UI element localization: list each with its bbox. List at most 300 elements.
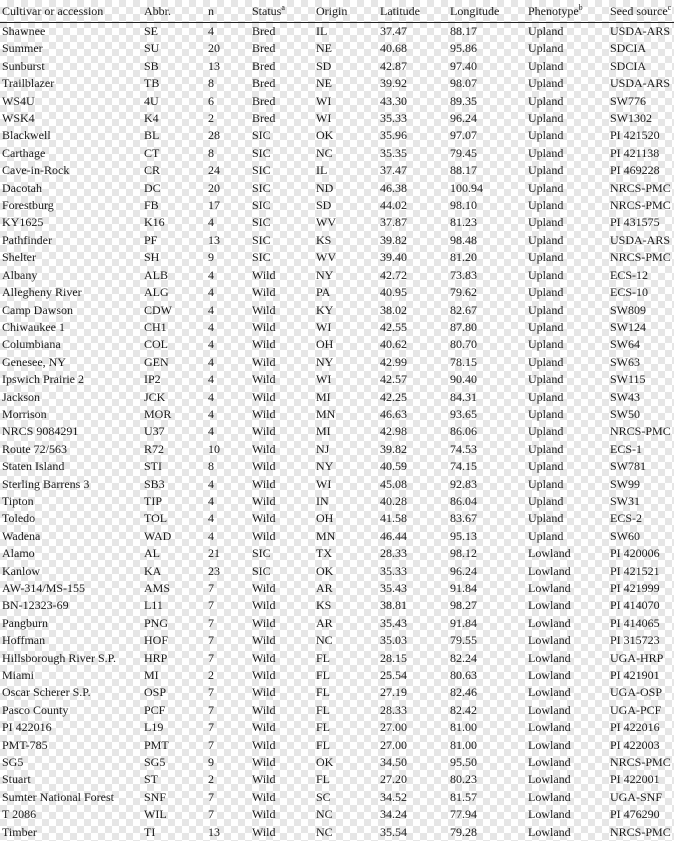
cell-longitude: 98.48 bbox=[448, 232, 526, 249]
cell-latitude: 35.03 bbox=[378, 632, 448, 649]
cell-status: Wild bbox=[250, 684, 314, 701]
cell-origin: NC bbox=[314, 145, 378, 162]
cell-seed-source: SW31 bbox=[608, 493, 674, 510]
cell-phenotype: Upland bbox=[526, 493, 608, 510]
cell-longitude: 97.40 bbox=[448, 58, 526, 75]
cell-latitude: 35.33 bbox=[378, 110, 448, 127]
cell-longitude: 77.94 bbox=[448, 806, 526, 823]
cell-latitude: 42.55 bbox=[378, 319, 448, 336]
cell-status: Wild bbox=[250, 789, 314, 806]
cell-origin: KY bbox=[314, 302, 378, 319]
cell-longitude: 80.23 bbox=[448, 771, 526, 788]
cell-phenotype: Upland bbox=[526, 458, 608, 475]
cell-latitude: 40.95 bbox=[378, 284, 448, 301]
cell-origin: NY bbox=[314, 458, 378, 475]
cell-phenotype: Upland bbox=[526, 302, 608, 319]
cell-n: 9 bbox=[206, 754, 250, 771]
header-n: n bbox=[206, 0, 250, 23]
cell-status: SIC bbox=[250, 127, 314, 144]
table-row bbox=[0, 371, 674, 388]
cell-longitude: 98.10 bbox=[448, 197, 526, 214]
cell-origin: FL bbox=[314, 719, 378, 736]
cell-latitude: 34.24 bbox=[378, 806, 448, 823]
cell-cultivar: Trailblazer bbox=[0, 75, 142, 92]
cell-cultivar: Carthage bbox=[0, 145, 142, 162]
cell-abbr: SB bbox=[142, 58, 206, 75]
cell-latitude: 42.57 bbox=[378, 371, 448, 388]
cell-n: 9 bbox=[206, 249, 250, 266]
table-row bbox=[0, 93, 674, 110]
cell-phenotype: Upland bbox=[526, 127, 608, 144]
cell-status: SIC bbox=[250, 180, 314, 197]
table-row bbox=[0, 563, 674, 580]
cell-n: 2 bbox=[206, 667, 250, 684]
cell-latitude: 28.15 bbox=[378, 650, 448, 667]
cell-abbr: ALG bbox=[142, 284, 206, 301]
cell-status: Wild bbox=[250, 389, 314, 406]
cell-n: 8 bbox=[206, 75, 250, 92]
cell-abbr: ST bbox=[142, 771, 206, 788]
cell-seed-source: PI 431575 bbox=[608, 214, 674, 231]
cell-phenotype: Upland bbox=[526, 528, 608, 545]
table-row bbox=[0, 806, 674, 823]
cell-longitude: 79.62 bbox=[448, 284, 526, 301]
cell-origin: WI bbox=[314, 93, 378, 110]
cell-cultivar: Forestburg bbox=[0, 197, 142, 214]
cell-latitude: 46.63 bbox=[378, 406, 448, 423]
cell-abbr: JCK bbox=[142, 389, 206, 406]
table-body bbox=[0, 23, 674, 841]
cell-status: Wild bbox=[250, 284, 314, 301]
cell-phenotype: Upland bbox=[526, 406, 608, 423]
cell-phenotype: Upland bbox=[526, 93, 608, 110]
cell-seed-source: NRCS-PMC bbox=[608, 423, 674, 440]
cell-seed-source: UGA-HRP bbox=[608, 650, 674, 667]
cell-status: Bred bbox=[250, 93, 314, 110]
cell-origin: OH bbox=[314, 510, 378, 527]
cell-origin: WI bbox=[314, 319, 378, 336]
cell-abbr: FB bbox=[142, 197, 206, 214]
cell-latitude: 35.43 bbox=[378, 615, 448, 632]
cell-n: 7 bbox=[206, 632, 250, 649]
table-row bbox=[0, 319, 674, 336]
cell-status: Bred bbox=[250, 23, 314, 41]
cell-origin: NE bbox=[314, 40, 378, 57]
cell-abbr: PNG bbox=[142, 615, 206, 632]
cell-phenotype: Lowland bbox=[526, 632, 608, 649]
cell-longitude: 89.35 bbox=[448, 93, 526, 110]
cell-abbr: WAD bbox=[142, 528, 206, 545]
cell-origin: FL bbox=[314, 771, 378, 788]
cell-seed-source: ECS-1 bbox=[608, 441, 674, 458]
cell-phenotype: Lowland bbox=[526, 771, 608, 788]
cell-origin: OK bbox=[314, 754, 378, 771]
cell-longitude: 98.07 bbox=[448, 75, 526, 92]
cell-status: Wild bbox=[250, 737, 314, 754]
cell-seed-source: SW63 bbox=[608, 354, 674, 371]
cell-abbr: R72 bbox=[142, 441, 206, 458]
cell-cultivar: Chiwaukee 1 bbox=[0, 319, 142, 336]
header-seed-source bbox=[608, 0, 674, 23]
cell-cultivar: Morrison bbox=[0, 406, 142, 423]
cell-origin: KS bbox=[314, 232, 378, 249]
table-row bbox=[0, 771, 674, 788]
cell-n: 7 bbox=[206, 597, 250, 614]
cell-latitude: 43.30 bbox=[378, 93, 448, 110]
header-phenotype bbox=[526, 0, 608, 23]
cell-phenotype: Lowland bbox=[526, 615, 608, 632]
cell-cultivar: Sumter National Forest bbox=[0, 789, 142, 806]
cell-longitude: 81.00 bbox=[448, 719, 526, 736]
cell-status: Wild bbox=[250, 719, 314, 736]
cell-status: SIC bbox=[250, 197, 314, 214]
cell-latitude: 27.00 bbox=[378, 737, 448, 754]
header-phenotype-label: Phenotype bbox=[528, 4, 579, 18]
cell-phenotype: Lowland bbox=[526, 754, 608, 771]
cell-abbr: L19 bbox=[142, 719, 206, 736]
cell-abbr: SNF bbox=[142, 789, 206, 806]
cell-longitude: 73.83 bbox=[448, 267, 526, 284]
table-row bbox=[0, 232, 674, 249]
cell-seed-source: SW124 bbox=[608, 319, 674, 336]
cell-longitude: 86.04 bbox=[448, 493, 526, 510]
cell-status: SIC bbox=[250, 162, 314, 179]
cell-phenotype: Upland bbox=[526, 232, 608, 249]
cell-n: 8 bbox=[206, 458, 250, 475]
cell-phenotype: Lowland bbox=[526, 684, 608, 701]
table-row bbox=[0, 545, 674, 562]
cell-seed-source: SW809 bbox=[608, 302, 674, 319]
cell-seed-source: PI 421999 bbox=[608, 580, 674, 597]
cell-longitude: 100.94 bbox=[448, 180, 526, 197]
cell-phenotype: Upland bbox=[526, 389, 608, 406]
cell-seed-source: SW43 bbox=[608, 389, 674, 406]
cell-cultivar: Stuart bbox=[0, 771, 142, 788]
cell-origin: MN bbox=[314, 406, 378, 423]
cell-cultivar: SG5 bbox=[0, 754, 142, 771]
table-row bbox=[0, 214, 674, 231]
cell-cultivar: Timber bbox=[0, 824, 142, 841]
cell-n: 4 bbox=[206, 406, 250, 423]
cell-n: 4 bbox=[206, 284, 250, 301]
cell-phenotype: Upland bbox=[526, 284, 608, 301]
cell-phenotype: Lowland bbox=[526, 824, 608, 841]
cell-seed-source: SDCIA bbox=[608, 58, 674, 75]
cell-n: 4 bbox=[206, 476, 250, 493]
cell-abbr: DC bbox=[142, 180, 206, 197]
cell-latitude: 42.25 bbox=[378, 389, 448, 406]
cell-latitude: 40.62 bbox=[378, 336, 448, 353]
cell-phenotype: Upland bbox=[526, 23, 608, 41]
cell-n: 7 bbox=[206, 702, 250, 719]
cell-phenotype: Upland bbox=[526, 214, 608, 231]
cell-cultivar: Pathfinder bbox=[0, 232, 142, 249]
table-row bbox=[0, 597, 674, 614]
cell-status: Wild bbox=[250, 597, 314, 614]
cell-origin: WI bbox=[314, 371, 378, 388]
cell-phenotype: Upland bbox=[526, 354, 608, 371]
table-row bbox=[0, 284, 674, 301]
cell-status: Bred bbox=[250, 58, 314, 75]
cell-n: 4 bbox=[206, 389, 250, 406]
cell-abbr: TOL bbox=[142, 510, 206, 527]
cell-seed-source: USDA-ARS bbox=[608, 232, 674, 249]
cell-longitude: 81.23 bbox=[448, 214, 526, 231]
cell-seed-source: ECS-12 bbox=[608, 267, 674, 284]
cell-status: Wild bbox=[250, 771, 314, 788]
table-row bbox=[0, 249, 674, 266]
table-row bbox=[0, 110, 674, 127]
cell-longitude: 82.46 bbox=[448, 684, 526, 701]
cell-phenotype: Upland bbox=[526, 58, 608, 75]
cell-seed-source: ECS-2 bbox=[608, 510, 674, 527]
footnote-marker-c: c bbox=[668, 3, 672, 12]
cell-longitude: 81.57 bbox=[448, 789, 526, 806]
cell-n: 6 bbox=[206, 93, 250, 110]
cell-status: Wild bbox=[250, 336, 314, 353]
cell-abbr: BL bbox=[142, 127, 206, 144]
cell-longitude: 91.84 bbox=[448, 580, 526, 597]
cell-cultivar: Shelter bbox=[0, 249, 142, 266]
cell-abbr: TIP bbox=[142, 493, 206, 510]
cell-cultivar: Hillsborough River S.P. bbox=[0, 650, 142, 667]
cell-origin: WI bbox=[314, 476, 378, 493]
table-row bbox=[0, 145, 674, 162]
cell-longitude: 79.28 bbox=[448, 824, 526, 841]
cell-phenotype: Upland bbox=[526, 423, 608, 440]
cell-cultivar: T 2086 bbox=[0, 806, 142, 823]
cell-origin: MI bbox=[314, 389, 378, 406]
cell-cultivar: Genesee, NY bbox=[0, 354, 142, 371]
cell-status: Wild bbox=[250, 302, 314, 319]
cell-n: 7 bbox=[206, 684, 250, 701]
header-longitude: Longitude bbox=[448, 0, 526, 23]
cell-longitude: 78.15 bbox=[448, 354, 526, 371]
table-row bbox=[0, 441, 674, 458]
cell-origin: NE bbox=[314, 75, 378, 92]
header-abbr: Abbr. bbox=[142, 0, 206, 23]
cell-seed-source: SW115 bbox=[608, 371, 674, 388]
cell-n: 7 bbox=[206, 719, 250, 736]
cell-phenotype: Upland bbox=[526, 145, 608, 162]
cell-n: 4 bbox=[206, 528, 250, 545]
cell-origin: AR bbox=[314, 615, 378, 632]
cell-latitude: 27.19 bbox=[378, 684, 448, 701]
header-latitude: Latitude bbox=[378, 0, 448, 23]
cell-cultivar: Tipton bbox=[0, 493, 142, 510]
cell-origin: AR bbox=[314, 580, 378, 597]
cell-origin: OH bbox=[314, 336, 378, 353]
cell-longitude: 81.00 bbox=[448, 737, 526, 754]
cell-n: 20 bbox=[206, 40, 250, 57]
cell-cultivar: Ipswich Prairie 2 bbox=[0, 371, 142, 388]
cell-phenotype: Lowland bbox=[526, 545, 608, 562]
cell-abbr: SE bbox=[142, 23, 206, 41]
cell-origin: NC bbox=[314, 824, 378, 841]
cell-origin: OK bbox=[314, 563, 378, 580]
cell-status: Bred bbox=[250, 110, 314, 127]
cell-origin: NC bbox=[314, 632, 378, 649]
cell-seed-source: SW99 bbox=[608, 476, 674, 493]
cell-seed-source: SW64 bbox=[608, 336, 674, 353]
cell-cultivar: Hoffman bbox=[0, 632, 142, 649]
cell-seed-source: PI 421901 bbox=[608, 667, 674, 684]
cell-latitude: 25.54 bbox=[378, 667, 448, 684]
cell-status: Wild bbox=[250, 354, 314, 371]
cell-phenotype: Upland bbox=[526, 40, 608, 57]
cell-longitude: 82.67 bbox=[448, 302, 526, 319]
cell-cultivar: Columbiana bbox=[0, 336, 142, 353]
cell-abbr: STI bbox=[142, 458, 206, 475]
cell-status: Wild bbox=[250, 406, 314, 423]
cell-latitude: 41.58 bbox=[378, 510, 448, 527]
cell-phenotype: Upland bbox=[526, 75, 608, 92]
cell-seed-source: SW1302 bbox=[608, 110, 674, 127]
table-row bbox=[0, 476, 674, 493]
table-row bbox=[0, 510, 674, 527]
cell-abbr: COL bbox=[142, 336, 206, 353]
cell-abbr: PF bbox=[142, 232, 206, 249]
cell-cultivar: Pasco County bbox=[0, 702, 142, 719]
cell-longitude: 80.70 bbox=[448, 336, 526, 353]
cell-latitude: 45.08 bbox=[378, 476, 448, 493]
cell-abbr: OSP bbox=[142, 684, 206, 701]
cell-abbr: TB bbox=[142, 75, 206, 92]
table-row bbox=[0, 75, 674, 92]
cell-cultivar: Alamo bbox=[0, 545, 142, 562]
cell-latitude: 28.33 bbox=[378, 702, 448, 719]
cell-n: 28 bbox=[206, 127, 250, 144]
cell-seed-source: NRCS-PMC bbox=[608, 197, 674, 214]
cell-n: 2 bbox=[206, 771, 250, 788]
table-row bbox=[0, 737, 674, 754]
cell-cultivar: Wadena bbox=[0, 528, 142, 545]
cell-cultivar: Dacotah bbox=[0, 180, 142, 197]
cell-origin: WV bbox=[314, 249, 378, 266]
cell-phenotype: Lowland bbox=[526, 789, 608, 806]
cell-origin: NC bbox=[314, 806, 378, 823]
cell-status: SIC bbox=[250, 145, 314, 162]
cell-origin: WI bbox=[314, 110, 378, 127]
cell-seed-source: PI 422016 bbox=[608, 719, 674, 736]
cell-origin: SC bbox=[314, 789, 378, 806]
cell-longitude: 95.50 bbox=[448, 754, 526, 771]
cell-latitude: 39.40 bbox=[378, 249, 448, 266]
cell-cultivar: AW-314/MS-155 bbox=[0, 580, 142, 597]
cell-abbr: HRP bbox=[142, 650, 206, 667]
cell-cultivar: Summer bbox=[0, 40, 142, 57]
cell-seed-source: PI 315723 bbox=[608, 632, 674, 649]
cell-seed-source: NRCS-PMC bbox=[608, 754, 674, 771]
cell-latitude: 40.59 bbox=[378, 458, 448, 475]
cell-origin: SD bbox=[314, 197, 378, 214]
cell-abbr: CT bbox=[142, 145, 206, 162]
header-cultivar: Cultivar or accession bbox=[0, 0, 142, 23]
cell-longitude: 79.55 bbox=[448, 632, 526, 649]
cell-status: SIC bbox=[250, 249, 314, 266]
cell-n: 21 bbox=[206, 545, 250, 562]
table-row bbox=[0, 580, 674, 597]
cell-phenotype: Upland bbox=[526, 510, 608, 527]
cell-latitude: 42.98 bbox=[378, 423, 448, 440]
cell-origin: KS bbox=[314, 597, 378, 614]
cell-seed-source: ECS-10 bbox=[608, 284, 674, 301]
cell-abbr: AMS bbox=[142, 580, 206, 597]
cell-longitude: 74.15 bbox=[448, 458, 526, 475]
table-row bbox=[0, 302, 674, 319]
cell-phenotype: Upland bbox=[526, 197, 608, 214]
cell-status: Wild bbox=[250, 650, 314, 667]
cell-latitude: 35.54 bbox=[378, 824, 448, 841]
cell-n: 7 bbox=[206, 615, 250, 632]
cell-longitude: 88.17 bbox=[448, 23, 526, 41]
cell-abbr: ALB bbox=[142, 267, 206, 284]
cell-origin: TX bbox=[314, 545, 378, 562]
cell-longitude: 86.06 bbox=[448, 423, 526, 440]
cell-cultivar: WS4U bbox=[0, 93, 142, 110]
cell-phenotype: Lowland bbox=[526, 806, 608, 823]
cell-cultivar: Allegheny River bbox=[0, 284, 142, 301]
cell-longitude: 95.86 bbox=[448, 40, 526, 57]
cell-seed-source: USDA-ARS bbox=[608, 75, 674, 92]
cell-seed-source: USDA-ARS bbox=[608, 23, 674, 41]
table-row bbox=[0, 423, 674, 440]
cell-n: 10 bbox=[206, 441, 250, 458]
cell-latitude: 35.33 bbox=[378, 563, 448, 580]
cell-seed-source: NRCS-PMC bbox=[608, 180, 674, 197]
cell-n: 7 bbox=[206, 806, 250, 823]
cell-phenotype: Upland bbox=[526, 319, 608, 336]
cell-longitude: 98.12 bbox=[448, 545, 526, 562]
cell-n: 4 bbox=[206, 510, 250, 527]
cell-phenotype: Upland bbox=[526, 476, 608, 493]
cell-latitude: 46.38 bbox=[378, 180, 448, 197]
cell-longitude: 96.24 bbox=[448, 563, 526, 580]
table-row bbox=[0, 528, 674, 545]
cell-cultivar: NRCS 9084291 bbox=[0, 423, 142, 440]
cell-latitude: 40.68 bbox=[378, 40, 448, 57]
cell-longitude: 98.27 bbox=[448, 597, 526, 614]
cell-cultivar: Staten Island bbox=[0, 458, 142, 475]
cell-status: Wild bbox=[250, 580, 314, 597]
cell-origin: MN bbox=[314, 528, 378, 545]
cell-seed-source: SW781 bbox=[608, 458, 674, 475]
cell-phenotype: Lowland bbox=[526, 667, 608, 684]
cell-phenotype: Upland bbox=[526, 110, 608, 127]
footnote-marker-b: b bbox=[579, 3, 583, 12]
cell-status: Wild bbox=[250, 319, 314, 336]
cell-seed-source: PI 421520 bbox=[608, 127, 674, 144]
cell-abbr: SH bbox=[142, 249, 206, 266]
header-row bbox=[0, 0, 674, 23]
cell-abbr: K4 bbox=[142, 110, 206, 127]
cell-cultivar: PI 422016 bbox=[0, 719, 142, 736]
cell-abbr: U37 bbox=[142, 423, 206, 440]
cell-latitude: 34.50 bbox=[378, 754, 448, 771]
cell-latitude: 44.02 bbox=[378, 197, 448, 214]
table-row bbox=[0, 127, 674, 144]
cell-phenotype: Lowland bbox=[526, 580, 608, 597]
cell-n: 7 bbox=[206, 650, 250, 667]
cell-cultivar: Cave-in-Rock bbox=[0, 162, 142, 179]
cell-status: Wild bbox=[250, 754, 314, 771]
cell-origin: OK bbox=[314, 127, 378, 144]
cell-phenotype: Upland bbox=[526, 336, 608, 353]
header-seed-source-label: Seed source bbox=[610, 4, 668, 18]
cell-latitude: 27.00 bbox=[378, 719, 448, 736]
cell-status: Wild bbox=[250, 824, 314, 841]
table-row bbox=[0, 493, 674, 510]
